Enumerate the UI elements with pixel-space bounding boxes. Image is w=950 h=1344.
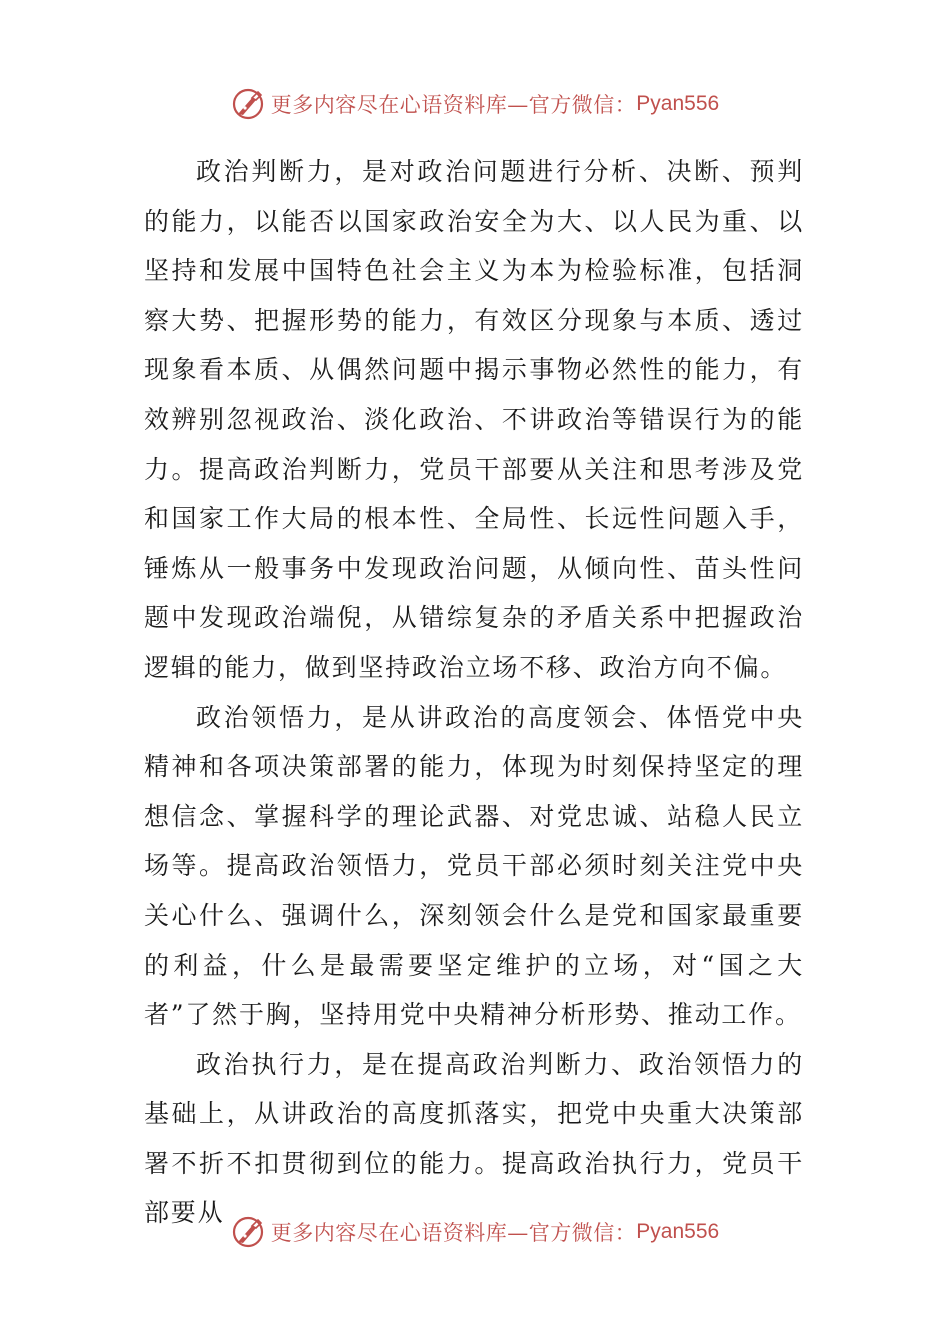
header-banner-text: 更多内容尽在心语资料库—官方微信： [270,93,637,117]
pen-nib-logo-icon [231,1215,265,1249]
pen-nib-logo-icon [231,87,265,121]
footer-banner-text: 更多内容尽在心语资料库—官方微信： [270,1221,637,1245]
footer-wechat-id: Pyan556 [636,1220,720,1243]
paragraph-political-judgment: 政治判断力，是对政治问题进行分析、决断、预判的能力，以能否以国家政治安全为大、以人民为重、以坚持和发展中国特色社会主义为本为检验标准，包括洞察大势、把握形势的能力，有效区分现象与本质、透过现象看本质、从偶然问题中揭示事物必然性的能力，有效辨别忽视政治、淡化政治、不讲政治等错误行为的能力。提高政治判断力，党员干部要从关注和思考涉及党和国家工作大局的根本性、全局性、长远性问题入手，锤炼从一般事务中发现政治问题，从倾向性、苗头性问题中发现政治端倪，从错综复杂的矛盾关系中把握政治逻辑的能力，做到坚持政治立场不移、政治方向不偏。 [144,157,804,682]
header-wechat-id: Pyan556 [636,92,720,115]
header-banner [0,84,950,124]
document-body [144,147,804,1238]
paragraph-political-comprehension: 政治领悟力，是从讲政治的高度领会、体悟党中央精神和各项决策部署的能力，体现为时刻保持坚定的理想信念、掌握科学的理论武器、对党忠诚、站稳人民立场等。提高政治领悟力，党员干部必须时刻关注党中央关心什么、强调什么，深刻领会什么是党和国家最重要的利益，什么是最需要坚定维护的立场，对“国之大者”了然于胸，坚持用党中央精神分析形势、推动工作。 [144,702,804,1030]
paragraph-political-execution: 政治执行力，是在提高政治判断力、政治领悟力的基础上，从讲政治的高度抓落实，把党中央重大决策部署不折不扣贯彻到位的能力。提高政治执行力，党员干部要从 [144,1049,804,1228]
footer-banner [0,1212,950,1252]
